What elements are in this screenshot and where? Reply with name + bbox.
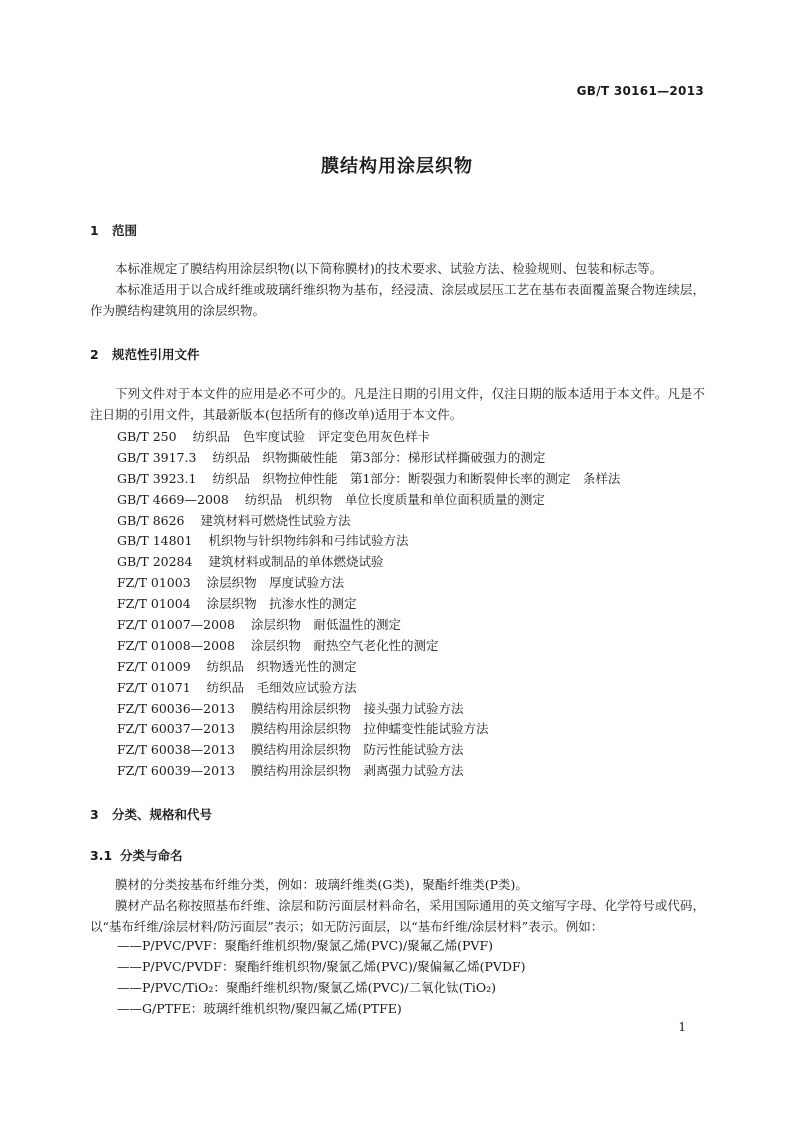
reference-code: GB/T 8626: [117, 512, 185, 528]
paragraph: 本标准适用于以合成纤维或玻璃纤维织物为基布，经浸渍、涂层或层压工艺在基布表面覆盖聚合物连续层，作为膜结构建筑用的涂层织物。: [90, 282, 705, 318]
reference-title: 涂层织物 厚度试验方法: [206, 575, 345, 591]
reference-code: GB/T 250: [117, 429, 177, 444]
section-1-body: [90, 258, 705, 321]
section-1-heading: [90, 221, 137, 239]
reference-title: 涂层织物 耐低温性的测定: [250, 617, 401, 633]
example-list: [117, 936, 707, 1020]
example-item: ——G/PTFE：玻璃纤维机织物/聚四氟乙烯(PTFE): [117, 1000, 402, 1016]
reference-code: FZ/T 01003: [117, 575, 191, 591]
example-item: ——P/PVC/PVF：聚酯纤维机织物/聚氯乙烯(PVC)/聚氟乙烯(PVF): [117, 938, 493, 953]
reference-item: [117, 469, 707, 490]
reference-code: GB/T 3917.3: [117, 449, 197, 465]
paragraph: 下列文件对于本文件的应用是必不可少的。凡是注日期的引用文件，仅注日期的版本适用于本文件。凡是不注日期的引用文件，其最新版本(包括所有的修改单)适用于本文件。: [90, 386, 705, 422]
reference-item: [117, 490, 707, 511]
reference-item: [117, 531, 707, 552]
reference-code: FZ/T 01071: [117, 679, 191, 695]
reference-code: GB/T 3923.1: [117, 470, 197, 486]
reference-item: [117, 719, 707, 740]
section-title: 分类、规格和代号: [112, 807, 213, 822]
reference-item: [117, 740, 707, 761]
paragraph: 膜材的分类按基布纤维分类，例如：玻璃纤维类(G类)，聚酯纤维类(P类)。: [115, 877, 528, 892]
reference-title: 机织物与针织物纬斜和弓纬试验方法: [208, 533, 409, 549]
reference-title: 纺织品 毛细效应试验方法: [206, 679, 357, 695]
reference-item: [117, 636, 707, 657]
reference-title: 涂层织物 抗渗水性的测定: [206, 596, 357, 612]
section-number: 3: [90, 807, 99, 822]
section-title: 规范性引用文件: [112, 347, 200, 362]
reference-title: 建筑材料或制品的单体燃烧试验: [208, 554, 384, 570]
example-item: ——P/PVC/PVDF：聚酯纤维机织物/聚氯乙烯(PVC)/聚偏氟乙烯(PVDF): [117, 958, 526, 974]
reference-title: 膜结构用涂层织物 剥离强力试验方法: [250, 763, 464, 779]
section-3-heading: [90, 805, 212, 823]
reference-title: 纺织品 织物拉伸性能 第1部分：断裂强力和断裂伸长率的测定 条样法: [212, 470, 621, 486]
reference-code: FZ/T 60037—2013: [117, 721, 235, 737]
section-2-intro: [90, 383, 705, 425]
example-item: ——P/PVC/TiO₂：聚酯纤维机织物/聚氯乙烯(PVC)/二氧化钛(TiO₂): [117, 979, 496, 995]
paragraph: 本标准规定了膜结构用涂层织物(以下简称膜材)的技术要求、试验方法、检验规则、包装和标志等。: [115, 261, 663, 276]
reference-title: 膜结构用涂层织物 防污性能试验方法: [250, 742, 464, 758]
reference-item: [117, 511, 707, 532]
reference-title: 涂层织物 耐热空气老化性的测定: [250, 637, 439, 653]
reference-item: [117, 678, 707, 699]
reference-title: 纺织品 织物撕破性能 第3部分：梯形试样撕破强力的测定: [212, 449, 546, 465]
reference-code: GB/T 14801: [117, 533, 193, 549]
reference-item: [117, 573, 707, 594]
reference-code: FZ/T 60038—2013: [117, 742, 235, 758]
document-title: 膜结构用涂层织物: [321, 156, 473, 177]
reference-code: GB/T 4669—2008: [117, 491, 229, 507]
section-number: 1: [90, 223, 99, 238]
reference-item: [117, 615, 707, 636]
subsection-3-1-heading: [90, 846, 183, 864]
reference-title: 膜结构用涂层织物 拉伸蠕变性能试验方法: [250, 721, 489, 737]
subsection-number: 3.1: [90, 848, 113, 863]
reference-code: FZ/T 01009: [117, 658, 191, 674]
reference-item: [117, 761, 707, 782]
standard-code: GB/T 30161—2013: [576, 84, 704, 98]
reference-code: GB/T 20284: [117, 554, 193, 570]
reference-code: FZ/T 01007—2008: [117, 617, 235, 633]
page-number: 1: [678, 1020, 686, 1034]
section-number: 2: [90, 347, 99, 362]
reference-title: 纺织品 机织物 单位长度质量和单位面积质量的测定: [244, 491, 545, 507]
reference-code: FZ/T 60039—2013: [117, 763, 235, 779]
reference-item: [117, 552, 707, 573]
reference-item: [117, 427, 707, 448]
reference-title: 膜结构用涂层织物 接头强力试验方法: [250, 700, 464, 716]
reference-item: [117, 448, 707, 469]
section-title: 范围: [112, 223, 138, 238]
reference-title: 建筑材料可燃烧性试验方法: [200, 512, 351, 528]
reference-item: [117, 699, 707, 720]
reference-code: FZ/T 01004: [117, 596, 191, 612]
reference-title: 纺织品 织物透光性的测定: [206, 658, 357, 674]
reference-title: 纺织品 色牢度试验 评定变色用灰色样卡: [192, 429, 431, 444]
section-2-heading: [90, 345, 200, 363]
paragraph: 膜材产品名称按照基布纤维、涂层和防污面层材料命名，采用国际通用的英文缩写字母、化学符号或代码，以“基布纤维/涂层材料/防污面层”表示；如无防污面层，以“基布纤维/涂层材料”表示。例如：: [90, 898, 705, 934]
subsection-3-1-body: [90, 874, 705, 937]
reference-list: [117, 427, 707, 782]
subsection-title: 分类与命名: [120, 848, 183, 863]
reference-item: [117, 594, 707, 615]
reference-code: FZ/T 60036—2013: [117, 700, 235, 716]
reference-code: FZ/T 01008—2008: [117, 637, 235, 653]
reference-item: [117, 657, 707, 678]
